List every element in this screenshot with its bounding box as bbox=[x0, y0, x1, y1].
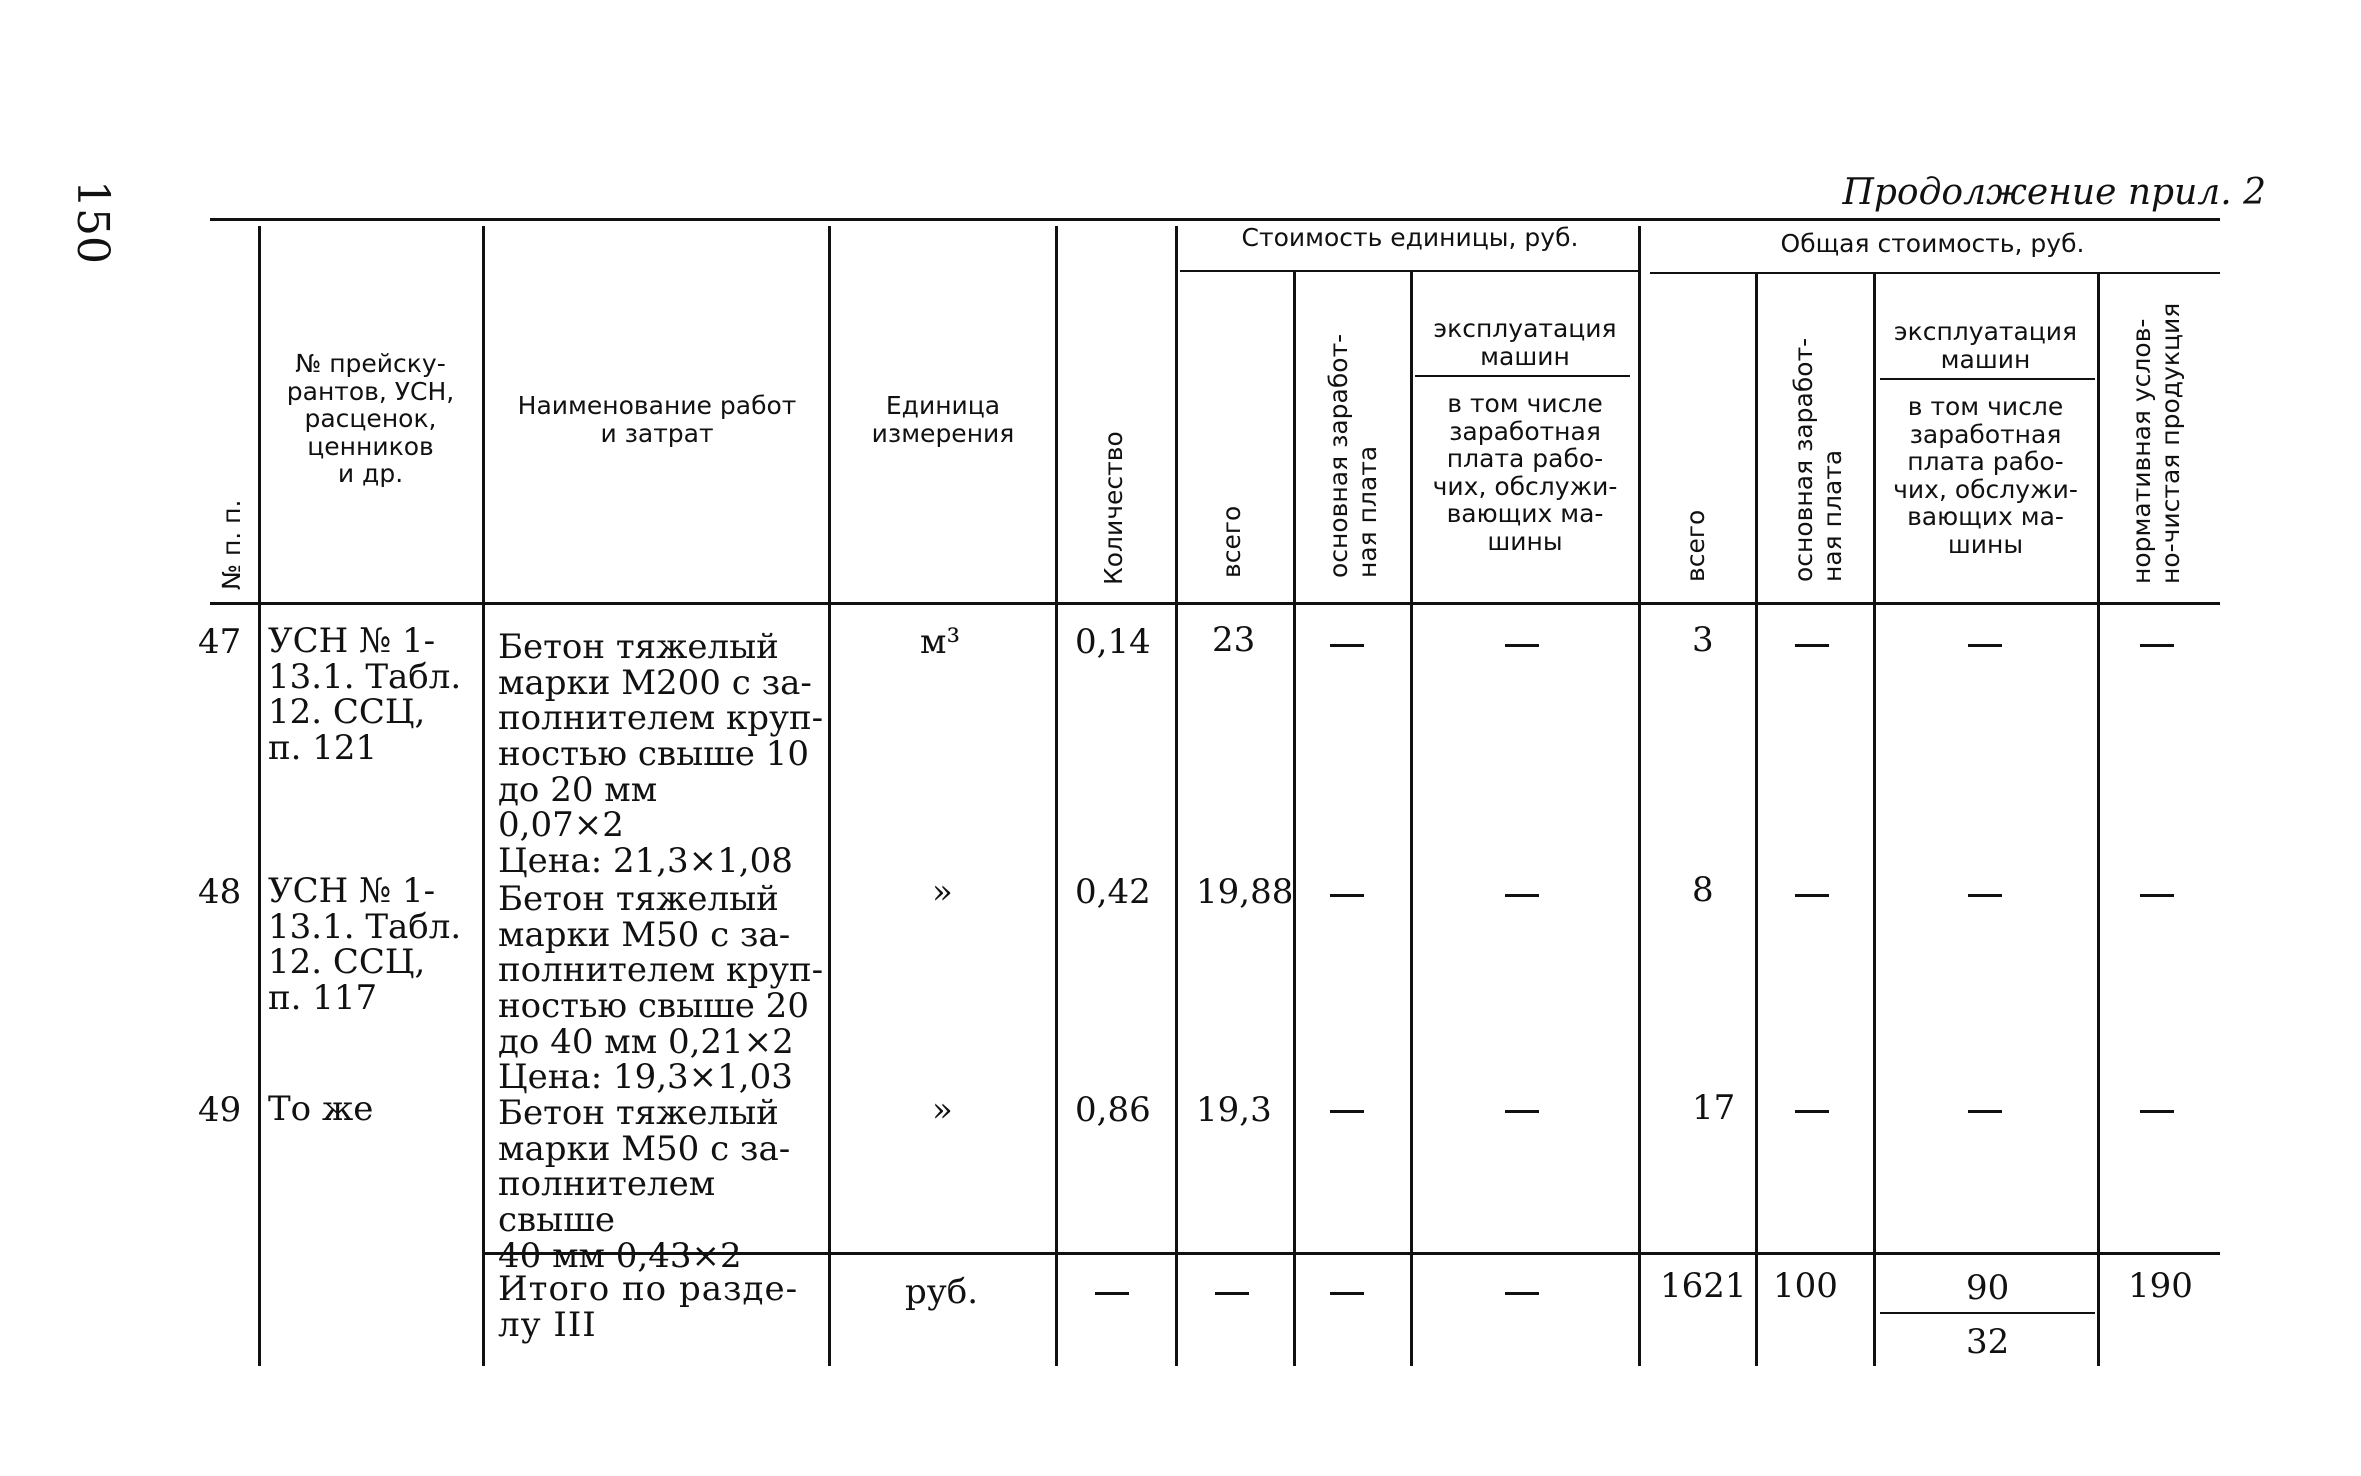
unit-machines-rule bbox=[1415, 375, 1630, 377]
col-divider bbox=[1638, 226, 1641, 1366]
empty-dash bbox=[1795, 644, 1829, 647]
col-divider bbox=[1873, 274, 1876, 1366]
empty-dash bbox=[1330, 1110, 1364, 1113]
header-unit: Единица измерения bbox=[871, 391, 1015, 448]
empty-dash bbox=[1330, 644, 1364, 647]
header-pricelist: № прейску- рантов, УСН, расценок, ценников и др. bbox=[286, 349, 455, 488]
header-unit-cost-group: Стоимость единицы, руб. bbox=[1241, 223, 1579, 252]
summary-total: 1621 bbox=[1660, 1266, 1747, 1306]
empty-dash bbox=[2140, 894, 2174, 897]
row-ref: УСН № 1- 13.1. Табл. 12. ССЦ, п. 117 bbox=[268, 871, 462, 1019]
col-divider bbox=[1175, 226, 1178, 1366]
row-unit-total: 19,88 bbox=[1196, 872, 1294, 912]
header-normative: нормативная услов- но-чистая продукция bbox=[2127, 302, 2185, 584]
row-unit: » bbox=[932, 872, 953, 912]
empty-dash bbox=[1968, 894, 2002, 897]
row-unit-total: 19,3 bbox=[1196, 1090, 1272, 1130]
empty-dash bbox=[1968, 1110, 2002, 1113]
header-unit-base-wage: основная заработ- ная плата bbox=[1324, 333, 1382, 578]
summary-normative: 190 bbox=[2128, 1266, 2193, 1306]
row-number: 48 bbox=[198, 872, 242, 912]
row-ref: То же bbox=[268, 1089, 374, 1129]
row-qty: 0,14 bbox=[1075, 622, 1151, 662]
empty-dash bbox=[1505, 894, 1539, 897]
row-ref: УСН № 1- 13.1. Табл. 12. ССЦ, п. 121 bbox=[268, 621, 462, 769]
header-total-incl-wage: в том числе заработная плата рабо- чих, обслужи- вающих ма- шины bbox=[1893, 392, 2078, 559]
header-total-total: всего bbox=[1681, 509, 1710, 582]
empty-dash bbox=[1505, 1110, 1539, 1113]
row-unit: м³ bbox=[920, 622, 961, 662]
total-machines-rule bbox=[1880, 378, 2095, 380]
empty-dash bbox=[1095, 1292, 1129, 1295]
col-divider bbox=[828, 226, 831, 1366]
col-divider bbox=[482, 226, 485, 1366]
header-total-cost-group: Общая стоимость, руб. bbox=[1780, 229, 2085, 258]
total-cost-group-rule bbox=[1650, 272, 2220, 274]
empty-dash bbox=[1795, 1110, 1829, 1113]
empty-dash bbox=[1330, 894, 1364, 897]
empty-dash bbox=[2140, 644, 2174, 647]
header-total-base-wage: основная заработ- ная плата bbox=[1789, 337, 1847, 582]
col-divider bbox=[1755, 274, 1758, 1366]
row-unit-total: 23 bbox=[1212, 620, 1256, 660]
row-qty: 0,42 bbox=[1075, 872, 1151, 912]
header-total-machines: эксплуатация машин bbox=[1893, 317, 2078, 374]
empty-dash bbox=[1505, 1292, 1539, 1295]
row-desc: Бетон тяжелый марки М200 с за- полнителем круп- ностью свыше 10 до 20 мм 0,07×2 Цена: 21,3×1,08 bbox=[498, 627, 824, 882]
summary-label: Итого по разде- лу III bbox=[498, 1269, 799, 1345]
empty-dash bbox=[2140, 1110, 2174, 1113]
summary-unit: руб. bbox=[905, 1272, 979, 1312]
row-total: 8 bbox=[1692, 870, 1714, 910]
row-qty: 0,86 bbox=[1075, 1090, 1151, 1130]
table-top-rule bbox=[210, 218, 2220, 221]
header-unit-total: всего bbox=[1217, 505, 1246, 578]
row-unit: » bbox=[932, 1090, 953, 1130]
col-divider bbox=[1293, 272, 1296, 1366]
header-bottom-rule bbox=[210, 602, 2220, 605]
header-name: Наименование работ и затрат bbox=[517, 391, 797, 448]
header-npp: № п. п. bbox=[217, 499, 246, 590]
header-qty: Количество bbox=[1099, 431, 1128, 585]
fraction-rule bbox=[1880, 1312, 2095, 1314]
empty-dash bbox=[1795, 894, 1829, 897]
row-number: 49 bbox=[198, 1090, 242, 1130]
page-number: 150 bbox=[67, 180, 118, 264]
summary-machines: 90 bbox=[1966, 1268, 2010, 1308]
empty-dash bbox=[1968, 644, 2002, 647]
col-divider bbox=[258, 226, 261, 1366]
row-total: 17 bbox=[1692, 1088, 1736, 1128]
header-unit-machines: эксплуатация машин bbox=[1433, 314, 1617, 371]
summary-incl-wage: 32 bbox=[1966, 1322, 2010, 1362]
col-divider bbox=[1055, 226, 1058, 1366]
empty-dash bbox=[1505, 644, 1539, 647]
summary-base-wage: 100 bbox=[1773, 1266, 1838, 1306]
header-unit-incl-wage: в том числе заработная плата рабо- чих, обслужи- вающих ма- шины bbox=[1432, 389, 1618, 556]
empty-dash bbox=[1215, 1292, 1249, 1295]
col-divider bbox=[2097, 274, 2100, 1366]
empty-dash bbox=[1330, 1292, 1364, 1295]
row-total: 3 bbox=[1692, 620, 1714, 660]
row-desc: Бетон тяжелый марки М50 с за- полнителем свыше 40 мм 0,43×2 bbox=[498, 1093, 791, 1276]
row-number: 47 bbox=[198, 622, 242, 662]
row-desc: Бетон тяжелый марки М50 с за- полнителем круп- ностью свыше 20 до 40 мм 0,21×2 Цена: 19,3×1,03 bbox=[498, 879, 824, 1098]
col-divider bbox=[1410, 272, 1413, 1366]
continuation-caption: Продолжение прил. 2 bbox=[1842, 172, 2266, 213]
